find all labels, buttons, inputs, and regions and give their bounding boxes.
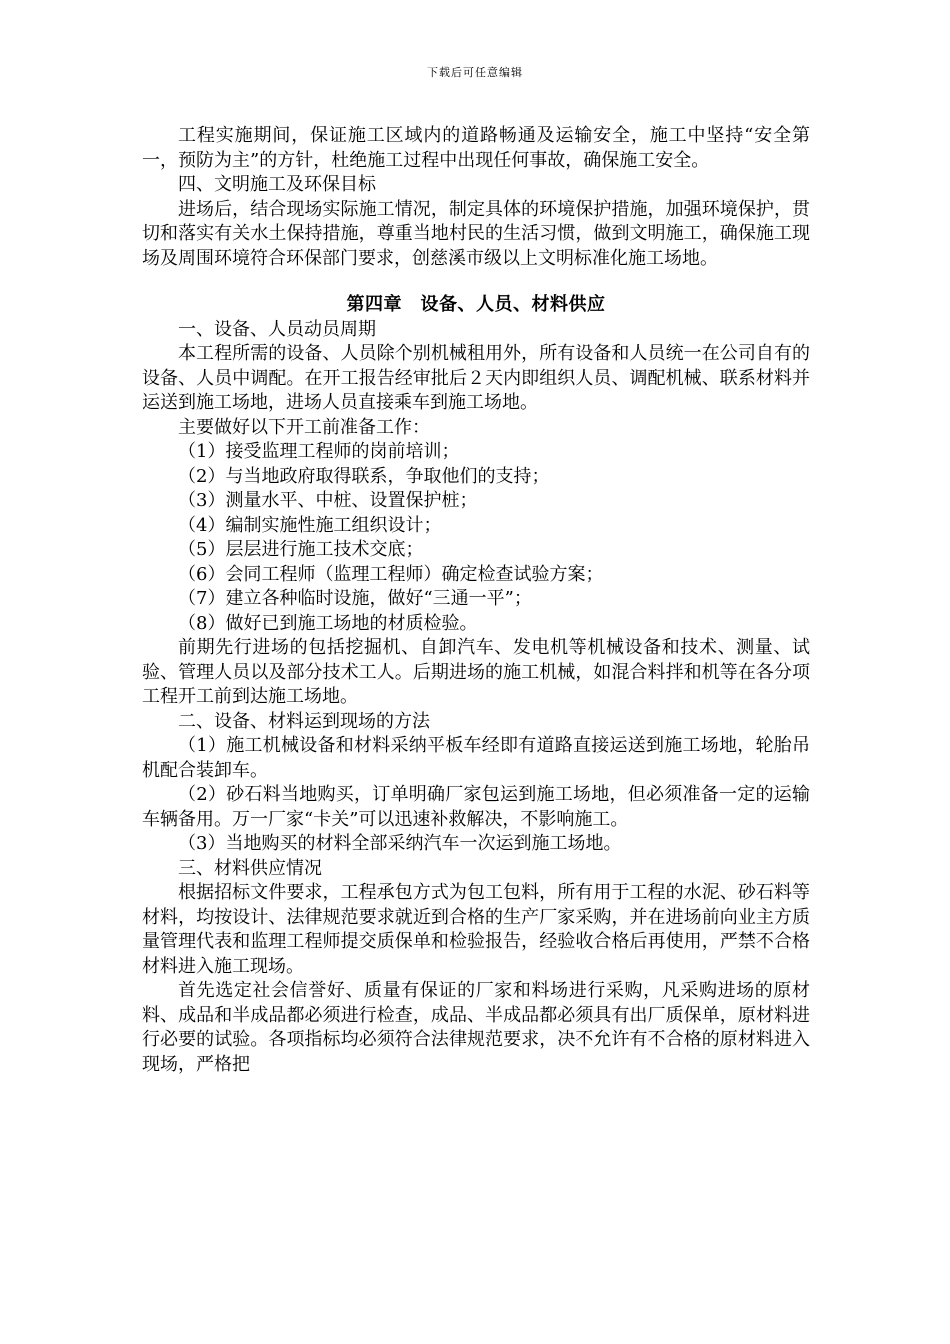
- section-heading-mobilization: 一、设备、人员动员周期: [178, 318, 376, 340]
- section-heading-transport: 二、设备、材料运到现场的方法: [178, 710, 430, 732]
- paragraph-preparation-intro: 主要做好以下开工前准备工作：: [178, 416, 430, 438]
- transport-item-3: （3）当地购买的材料全部采纳汽车一次运到施工场地。: [178, 833, 622, 854]
- section-heading-material-supply: 三、材料供应情况: [178, 857, 322, 879]
- list-item-5: （5）层层进行施工技术交底；: [178, 539, 424, 560]
- transport-item-1: （1）施工机械设备和材料采纳平板车经即有道路直接运送到施工场地，轮胎吊机配合装卸车。: [142, 735, 810, 781]
- chapter-title: 第四章 设备、人员、材料供应: [346, 294, 606, 315]
- paragraph-supplier-selection: 首先选定社会信誉好、质量有保证的厂家和料场进行采购，凡采购进场的原材料、成品和半成品都必须进行检查，成品、半成品都必须具有出厂质保单，原材料进行必要的试验。各项指标均必须符合法律规范要求，决不允许有不合格的原材料进入现场，严格把: [142, 980, 810, 1075]
- paragraph-mobilization: 本工程所需的设备、人员除个别机械租用外，所有设备和人员统一在公司自有的设备、人员中调配。在开工报告经审批后２天内即组织人员、调配机械、联系材料并运送到施工场地，进场人员直接乘车到施工场地。: [142, 343, 810, 413]
- paragraph-environment: 进场后，结合现场实际施工情况，制定具体的环境保护措施，加强环境保护，贯切和落实有关水土保持措施，尊重当地村民的生活习惯，做到文明施工，确保施工现场及周围环境符合环保部门要求，创慈溪市级以上文明标准化施工场地。: [142, 198, 810, 269]
- page-header: 下载后可任意编辑: [427, 66, 523, 79]
- list-item-7: （7）建立各种临时设施，做好“三通一平”；: [178, 588, 532, 609]
- list-item-3: （3）测量水平、中桩、设置保护桩；: [178, 490, 478, 511]
- list-item-1: （1）接受监理工程师的岗前培训；: [178, 441, 460, 462]
- paragraph-early-entry: 前期先行进场的包括挖掘机、自卸汽车、发电机等机械设备和技术、测量、试验、管理人员以及部分技术工人。后期进场的施工机械，如混合料拌和机等在各分项工程开工前到达施工场地。: [142, 637, 810, 707]
- list-item-4: （4）编制实施性施工组织设计；: [178, 514, 442, 536]
- section-heading-civilized-construction: 四、文明施工及环保目标: [178, 174, 376, 195]
- list-item-6: （6）会同工程师（监理工程师）确定检查试验方案；: [178, 563, 604, 585]
- document-body: [142, 124, 810, 1077]
- paragraph-material-supply: 根据招标文件要求，工程承包方式为包工包料，所有用于工程的水泥、砂石料等材料，均按设计、法律规范要求就近到合格的生产厂家采购，并在进场前向业主方质量管理代表和监理工程师提交质保单和检验报告，经验收合格后再使用，严禁不合格材料进入施工现场。: [142, 882, 810, 977]
- list-item-8: （8）做好已到施工场地的材质检验。: [178, 612, 478, 634]
- transport-item-2: （2）砂石料当地购买，订单明确厂家包运到施工场地，但必须准备一定的运输车辆备用。万一厂家“卡关”可以迅速补救解决，不影响施工。: [142, 784, 810, 830]
- paragraph-safety: 工程实施期间，保证施工区域内的道路畅通及运输安全，施工中坚持“安全第一，预防为主”的方针，杜绝施工过程中出现任何事故，确保施工安全。: [142, 125, 810, 171]
- list-item-2: （2）与当地政府取得联系，争取他们的支持；: [178, 465, 550, 487]
